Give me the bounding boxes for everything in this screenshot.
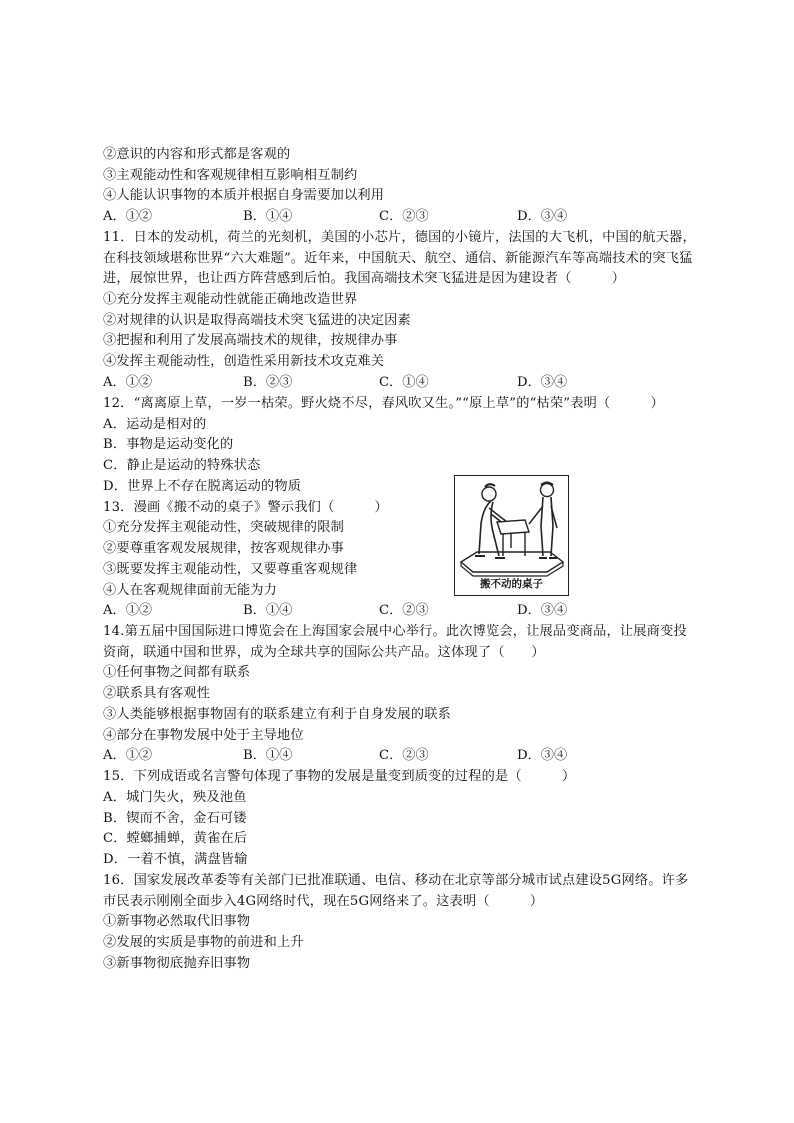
q14-option-c[interactable]: C．②③ — [379, 748, 429, 763]
q15-option-a[interactable]: A．城门失火，殃及池鱼 — [103, 790, 247, 805]
q13-statement-3: ③既要发挥主观能动性，又要尊重客观规律 — [103, 562, 358, 577]
q15-option-c[interactable]: C．螳螂捕蝉，黄雀在后 — [103, 831, 248, 846]
q11-option-c[interactable]: C．①④ — [379, 375, 429, 390]
q10-option-c[interactable]: C．②③ — [379, 209, 429, 224]
q14-option-a[interactable]: A．①② — [103, 748, 153, 763]
q14-option-b[interactable]: B．①④ — [243, 748, 293, 763]
q14-statement-1: ①任何事物之间都有联系 — [103, 665, 251, 680]
q10-statement-4: ④人能认识事物的本质并根据自身需要加以利用 — [103, 188, 385, 203]
q13-statement-2: ②要尊重客观发展规律，按客观规律办事 — [103, 541, 344, 556]
q11-option-b[interactable]: B．②③ — [243, 375, 293, 390]
q12-stem: 12．“离离原上草，一岁一枯荣。野火烧不尽，春风吹又生。”“原上草”的“枯荣”表明（ ） — [103, 396, 664, 411]
q11-statement-3: ③把握和利用了发展高端技术的规律，按规律办事 — [103, 333, 398, 348]
q14-stem: 14.第五届中国国际进口博览会在上海国家会展中心举行。此次博览会，让展品变商品，让展商变投资商，联通中国和世界，成为全球共享的国际公共产品。这体现了（ ） — [103, 624, 687, 660]
q11-statement-2: ②对规律的认识是取得高端技术突飞猛进的决定因素 — [103, 313, 411, 328]
q10-option-a[interactable]: A．①② — [103, 209, 153, 224]
q10-statement-3: ③主观能动性和客观规律相互影响相互制约 — [103, 168, 358, 183]
q11-statement-4: ④发挥主观能动性，创造性采用新技术攻克难关 — [103, 354, 385, 369]
q12-option-c[interactable]: C．静止是运动的特殊状态 — [103, 458, 261, 473]
q14-statement-3: ③人类能够根据事物固有的联系建立有利于自身发展的联系 — [103, 707, 452, 722]
q14-statement-4: ④部分在事物发展中处于主导地位 — [103, 728, 304, 743]
q13-option-a[interactable]: A．①② — [103, 603, 153, 618]
q14-option-d[interactable]: D．③④ — [517, 748, 568, 763]
q15-stem: 15．下列成语或名言警句体现了事物的发展是量变到质变的过程的是（ ） — [103, 769, 576, 784]
q16-statement-1: ①新事物必然取代旧事物 — [103, 914, 251, 929]
q12-option-b[interactable]: B．事物是运动变化的 — [103, 437, 234, 452]
q13-statement-1: ①充分发挥主观能动性，突破规律的限制 — [103, 520, 344, 535]
q16-statement-2: ②发展的实质是事物的前进和上升 — [103, 935, 304, 950]
q13-option-d[interactable]: D．③④ — [517, 603, 568, 618]
q13-option-b[interactable]: B．①④ — [243, 603, 293, 618]
q10-statement-2: ②意识的内容和形式都是客观的 — [103, 147, 291, 162]
q11-statement-1: ①充分发挥主观能动性就能正确地改造世界 — [103, 292, 358, 307]
cartoon-figure — [454, 475, 569, 596]
q11-stem: 11．日本的发动机，荷兰的光刻机，美国的小芯片，德国的小镜片，法国的大飞机，中国的航天器，在科技领域堪称世界“六大难题”。近年来，中国航天、航空、通信、新能源汽车等高端技术的突飞猛进，展惊世界，也让西方阵营感到后怕。我国高端技术突飞猛进是因为建设者（ ） — [103, 230, 696, 287]
q10-options — [103, 207, 703, 228]
q15-option-d[interactable]: D．一着不慎，满盘皆输 — [103, 852, 248, 867]
q13-statement-4: ④人在客观规律面前无能为力 — [103, 583, 278, 598]
q12-option-d[interactable]: D．世界上不存在脱离运动的物质 — [103, 479, 302, 494]
q16-stem: 16．国家发展改革委等有关部门已批准联通、电信、移动在北京等部分城市试点建设5G网络。许多市民表示刚刚全面步入4G网络时代，现在5G网络来了。这表明（ ） — [103, 873, 689, 909]
q13-stem: 13．漫画《搬不动的桌子》警示我们（ ） — [103, 500, 388, 515]
q15-option-b[interactable]: B．锲而不舍，金石可镂 — [103, 811, 247, 826]
q11-option-a[interactable]: A．①② — [103, 375, 153, 390]
q11-options — [103, 373, 703, 394]
q14-statement-2: ②联系具有客观性 — [103, 686, 211, 701]
q13-options — [103, 601, 703, 622]
q10-option-d[interactable]: D．③④ — [517, 209, 568, 224]
q16-statement-3: ③新事物彻底抛弃旧事物 — [103, 956, 251, 971]
q12-option-a[interactable]: A．运动是相对的 — [103, 417, 207, 432]
q14-options — [103, 746, 703, 767]
q13-option-c[interactable]: C．②③ — [379, 603, 429, 618]
q11-option-d[interactable]: D．③④ — [517, 375, 568, 390]
q10-option-b[interactable]: B．①④ — [243, 209, 293, 224]
cartoon-caption: 搬不动的桌子 — [480, 578, 543, 590]
